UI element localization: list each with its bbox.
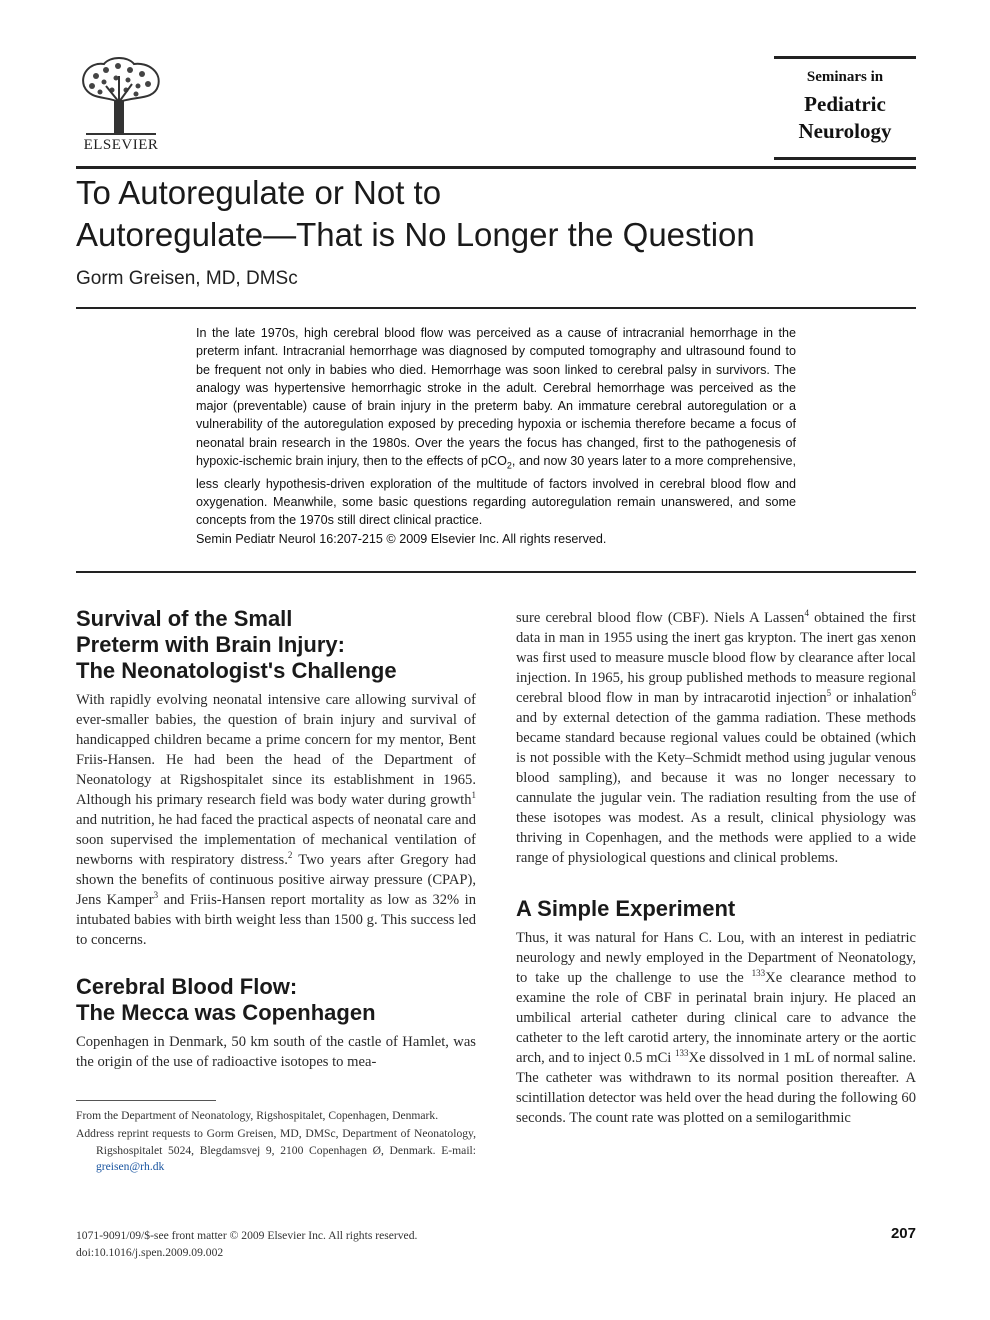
right-column (516, 608, 916, 1128)
footer-issn: 1071-9091/09/$-see front matter © 2009 Elsevier Inc. All rights reserved. (76, 1229, 418, 1242)
paragraph-cbf-left: Copenhagen in Denmark, 50 km south of the castle of Hamlet, was the origin of the use of radioactive isotopes to mea- (76, 1034, 476, 1070)
abstract-text: In the late 1970s, high cerebral blood flow was perceived as a cause of intracranial hemorrhage in the preterm infant. Intracranial hemorrhage was diagnosed by computed tomography and ultrasound found to be frequent not only in babies who died. Hemorrhage was soon linked to cerebral palsy in survivors. The analogy was hypertensive hemorrhagic stroke in the adult. Cerebral hemorrhage was perceived as the major (preventable) cause of brain injury in the preterm baby. An immature cerebral autoregulation or a vulnerability of the autoregulation exposed by preceding hypoxia or ischemia therefore became a focus of neonatal brain research in the 1980s. Over the years the focus has changed, first to the pathogenesis of hypoxic-ischemic brain injury, then to the effects of pCO$_2$, and now 30 years later to a more comprehensive, less clearly hypothesis-driven exploration of the multitude of factors involved in cerebral blood flow and oxygenation. Meanwhile, some basic questions regarding autoregulation remain unanswered, and some concepts from the 1970s still direct clinical practice. (196, 326, 797, 528)
ref-link-5[interactable]: 5 (826, 688, 832, 699)
journal-line-1: Seminars in (806, 69, 884, 85)
paragraph-survival: With rapidly evolving neonatal intensive care allowing survival of ever-smaller babies, the question of brain injury and survival of handicapped children became a prime concern for my mentor, Bent Friis-Hansen. He had been the head of the Department of Neonatology at Rigshospitalet since its establishment in 1965. Although his primary research field was body water during growth$^1$ and nutrition, he had faced the practical aspects of neonatal care and soon supervised the implementation of mechanical ventilation of newborns with respiratory distress.$^2$ Two years after Gregory had shown the benefits of continuous positive airway pressure (CPAP), Jens Kamper$^3$ and Friis-Hansen report mortality as low as 32% in intubated babies with birth weight less than 1500 g. This success led to concerns. (76, 692, 476, 948)
footer-doi[interactable]: doi:10.1016/j.spen.2009.09.002 (76, 1245, 224, 1259)
left-column (76, 606, 476, 1072)
page-number: 207 (890, 1225, 916, 1242)
journal-title-box (774, 56, 916, 160)
footnote-affiliation: From the Department of Neonatology, Rigshospitalet, Copenhagen, Denmark. (76, 1109, 439, 1122)
paragraph-experiment: Thus, it was natural for Hans C. Lou, with an interest in pediatric neurology and newly employed in the Department of Neonatology, to take up the challenge to use the $^{133}$Xe clearance method to examine the role of CBF in perinatal brain injury. He placed an umbilical arterial catheter during clinical care to advance the catheter to the left carotid artery, the innominate artery or the aortic arch, and to inject 0.5 mCi $^{133}$Xe dissolved in 1 mL of normal saline. The catheter was withdrawn to its normal position thereafter. A scintillation detector was held over the head during the following 60 seconds. The count rate was plotted on a semilogarithmic (516, 930, 917, 1126)
abstract (196, 324, 796, 548)
ref-link-6[interactable]: 6 (911, 688, 916, 699)
ref-link-1[interactable]: 1 (471, 790, 476, 801)
article-title (76, 172, 916, 256)
isotope-mass-2: 133 (675, 1048, 689, 1059)
footnote-reprint: Address reprint requests to Gorm Greisen, MD, DMSc, Department of Neonatology, Rigshospitalet 5024, Blegdamsvej 9, 2100 Copenhagen Ø, Denmark. E-mail: greisen@rh.dk (76, 1127, 476, 1174)
title-line-1: To Autoregulate or Not to (76, 174, 442, 211)
paragraph-cbf-right: sure cerebral blood flow (CBF). Niels A Lassen$^4$ obtained the first data in man in 1955 using the inert gas krypton. The inert gas xenon was first used to measure muscle blood flow by clearance after local injection. In 1965, his group published methods to measure regional cerebral blood flow in man by intracarotid injection$^5$ or inhalation$^6$ and by external detection of the gamma radiation. These methods became standard because regional values could be obtained (which is not possible with the Kety–Schmidt method using jugular venous blood sampling), and because it was no longer necessary to cannulate the jugular vein. The radiation resulting from the use of these isotopes was modest. As a result, clinical physiology was thriving in Copenhagen, and the methods were applied to a wide range of physiological questions and clinical problems. (516, 608, 916, 866)
footnotes (76, 1108, 476, 1178)
abstract-top-rule (76, 307, 916, 309)
ref-link-4[interactable]: 4 (804, 608, 809, 619)
abstract-citation: Semin Pediatr Neurol 16:207-215 © 2009 Elsevier Inc. All rights reserved. (196, 531, 607, 546)
ref-link-3[interactable]: 3 (153, 890, 159, 901)
journal-line-3: Neurology (798, 119, 892, 143)
footnote-rule (76, 1100, 216, 1101)
abstract-bottom-rule (76, 571, 916, 573)
section-heading-survival: Survival of the Small Preterm with Brain Injury: The Neonatologist's Challenge (76, 606, 397, 683)
title-line-2: Autoregulate—That is No Longer the Question (76, 216, 755, 253)
section-heading-cbf: Cerebral Blood Flow: The Mecca was Copenhagen (76, 974, 376, 1025)
author-line: Gorm Greisen, MD, DMSc (76, 268, 298, 289)
email-link[interactable]: greisen@rh.dk (96, 1160, 165, 1174)
publisher-wordmark: ELSEVIER (83, 137, 159, 153)
ref-link-2[interactable]: 2 (287, 850, 293, 861)
section-heading-experiment: A Simple Experiment (516, 896, 736, 921)
header-rule (76, 166, 916, 169)
footer-info (76, 1228, 417, 1261)
isotope-mass-1: 133 (751, 968, 766, 979)
journal-line-2: Pediatric (804, 92, 886, 116)
